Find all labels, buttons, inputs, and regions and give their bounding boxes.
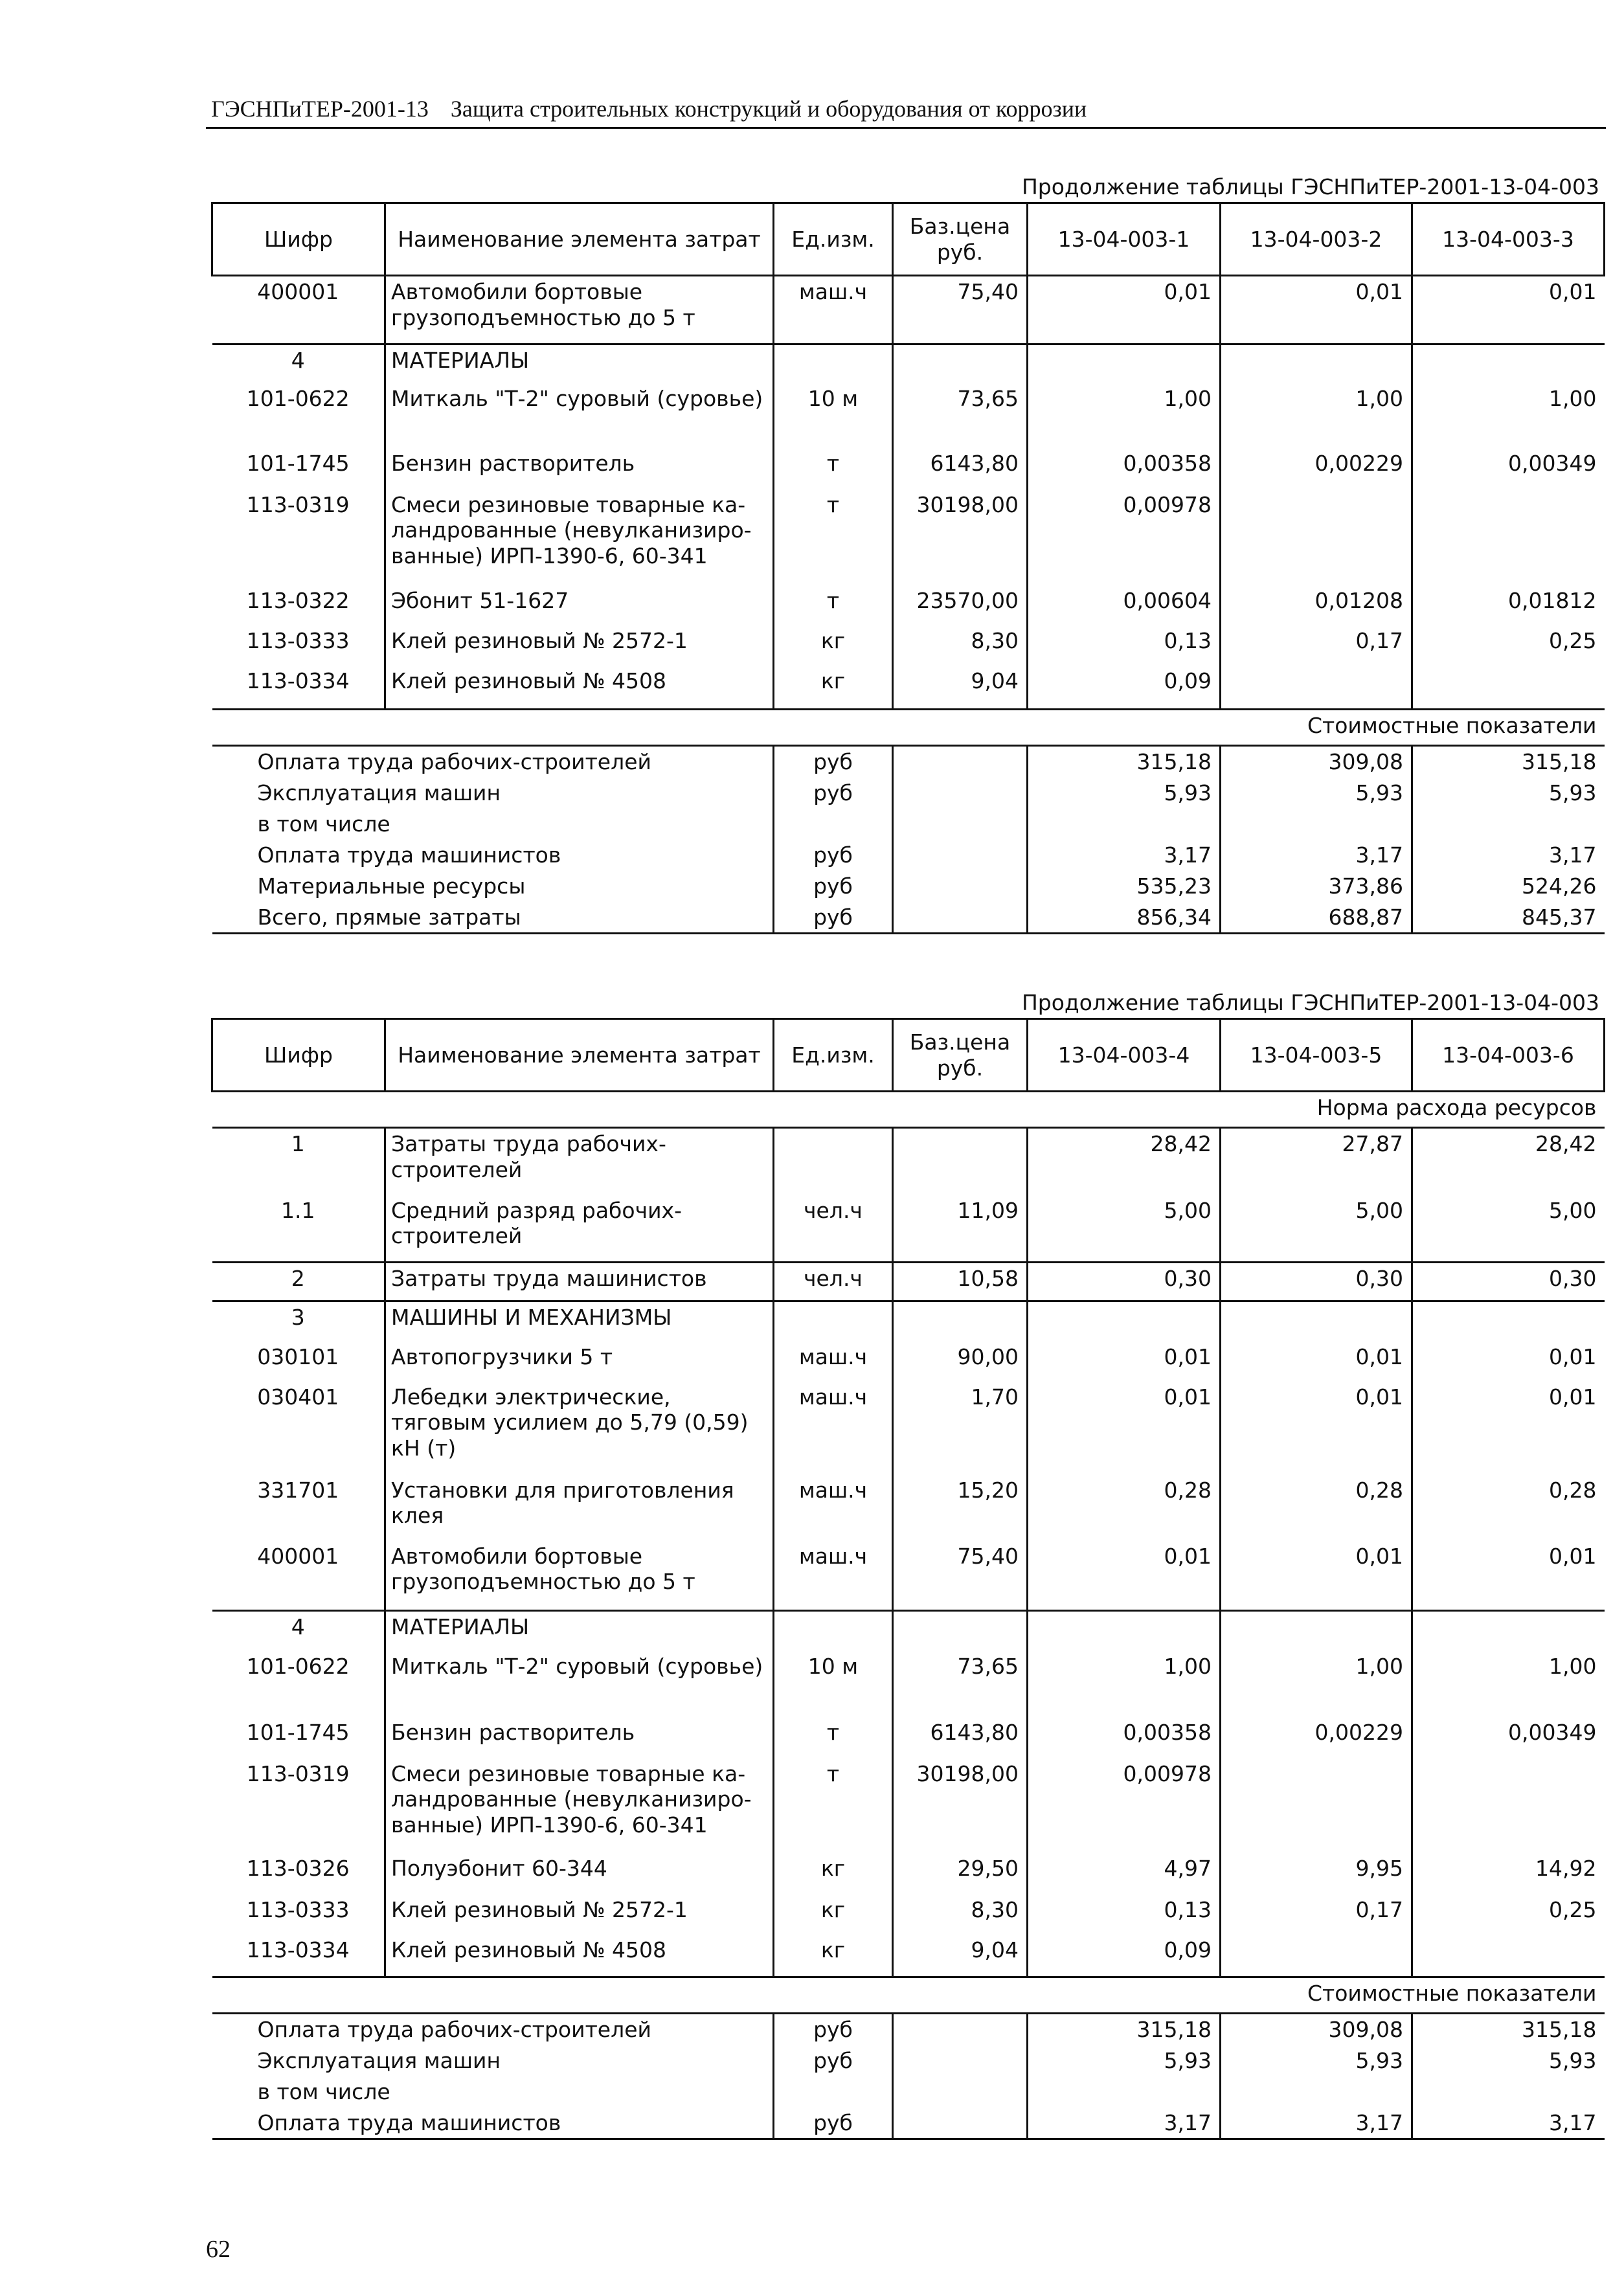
summary-row: Оплата труда машинистов руб 3,17 3,17 3,17 (212, 840, 1605, 871)
col-header-name: Наименование элемента затрат (385, 203, 774, 276)
summary-row: в том числе (212, 809, 1605, 840)
table-row: 2 Затраты труда машинистов чел.ч 10,58 0,30 0,30 0,30 (212, 1263, 1605, 1301)
table-row: 113-0334 Клей резиновый № 4508 кг 9,04 0,09 (212, 666, 1605, 710)
table-row: 4 МАТЕРИАЛЫ (212, 1611, 1605, 1651)
table-row: 400001 Автомобили бортовые грузоподъемностью до 5 т маш.ч 75,40 0,01 0,01 0,01 (212, 1541, 1605, 1611)
summary-row: Материальные ресурсы руб 535,23 373,86 524,26 (212, 871, 1605, 902)
col-header-norm: 13-04-003-5 (1221, 1019, 1412, 1092)
table-row: 113-0326 Полуэбонит 60-344 кг 29,50 4,97 9,95 14,92 (212, 1853, 1605, 1895)
col-header-price: Баз.цена руб. (893, 1019, 1028, 1092)
summary-row: Всего, прямые затраты руб 856,34 688,87 845,37 (212, 902, 1605, 934)
summary-row: в том числе (212, 2076, 1605, 2108)
cost-table-1 (211, 202, 1605, 934)
summary-row: Оплата труда рабочих-строителей руб 315,18 309,08 315,18 (212, 2014, 1605, 2045)
document-title: Защита строительных конструкций и оборудования от коррозии (450, 96, 1087, 122)
table-row: 400001 Автомобили бортовые грузоподъемностью до 5 т маш.ч 75,40 0,01 0,01 0,01 (212, 276, 1605, 344)
section-title: Норма расхода ресурсов (212, 1092, 1605, 1128)
summary-row: Оплата труда машинистов руб 3,17 3,17 3,17 (212, 2108, 1605, 2139)
summary-row: Эксплуатация машин руб 5,93 5,93 5,93 (212, 2045, 1605, 2076)
table-row: 1.1 Средний разряд рабочих-строителей чел.ч 11,09 5,00 5,00 5,00 (212, 1195, 1605, 1263)
section-header-row (212, 1092, 1605, 1128)
table-row: 030401 Лебедки электрические, тяговым усилием до 5,79 (0,59) кН (т) маш.ч 1,70 0,01 0,01 0,01 (212, 1382, 1605, 1475)
col-header-norm: 13-04-003-4 (1028, 1019, 1221, 1092)
table-row: 113-0319 Смеси резиновые товарные ка-ландрованные (невулканизиро-ванные) ИРП-1390-6, 60-341 т 30198,00 0,00978 (212, 1759, 1605, 1853)
summary-row: Эксплуатация машин руб 5,93 5,93 5,93 (212, 778, 1605, 809)
table-row: 101-0622 Миткаль "Т-2" суровый (суровье) 10 м 73,65 1,00 1,00 1,00 (212, 1651, 1605, 1717)
page-header (211, 97, 1603, 120)
col-header-unit: Ед.изм. (774, 203, 893, 276)
table-caption: Продолжение таблицы ГЭСНПиТЕР-2001-13-04-003 (1021, 990, 1599, 1015)
table-row: 113-0333 Клей резиновый № 2572-1 кг 8,30 0,13 0,17 0,25 (212, 625, 1605, 666)
table-caption: Продолжение таблицы ГЭСНПиТЕР-2001-13-04-003 (1021, 174, 1599, 199)
table-row: 3 МАШИНЫ И МЕХАНИЗМЫ (212, 1301, 1605, 1342)
cost-table-2 (211, 1018, 1605, 2140)
table-row: 030101 Автопогрузчики 5 т маш.ч 90,00 0,01 0,01 0,01 (212, 1342, 1605, 1382)
table-row: 113-0333 Клей резиновый № 2572-1 кг 8,30 0,13 0,17 0,25 (212, 1895, 1605, 1935)
section-header-row (212, 1977, 1605, 2014)
summary-row: Оплата труда рабочих-строителей руб 315,18 309,08 315,18 (212, 746, 1605, 778)
col-header-price: Баз.цена руб. (893, 203, 1028, 276)
table-row: 101-1745 Бензин растворитель т 6143,80 0,00358 0,00229 0,00349 (212, 1717, 1605, 1759)
col-header-norm: 13-04-003-6 (1412, 1019, 1605, 1092)
section-title: Стоимостные показатели (212, 710, 1605, 746)
col-header-norm: 13-04-003-1 (1028, 203, 1221, 276)
page-number: 62 (206, 2236, 231, 2263)
table-row: 331701 Установки для приготовления клея маш.ч 15,20 0,28 0,28 0,28 (212, 1475, 1605, 1541)
table-row: 101-0622 Миткаль "Т-2" суровый (суровье) 10 м 73,65 1,00 1,00 1,00 (212, 383, 1605, 448)
section-title: Стоимостные показатели (212, 1977, 1605, 2014)
section-header-row (212, 710, 1605, 746)
col-header-norm: 13-04-003-3 (1412, 203, 1605, 276)
table-row: 113-0319 Смеси резиновые товарные ка-ландрованные (невулканизиро-ванные) ИРП-1390-6, 60-341 т 30198,00 0,00978 (212, 489, 1605, 585)
header-rule (206, 127, 1606, 129)
table-row: 113-0322 Эбонит 51-1627 т 23570,00 0,00604 0,01208 0,01812 (212, 585, 1605, 625)
col-header-name: Наименование элемента затрат (385, 1019, 774, 1092)
col-header-code: Шифр (212, 1019, 385, 1092)
col-header-unit: Ед.изм. (774, 1019, 893, 1092)
table-row: 4 МАТЕРИАЛЫ (212, 344, 1605, 383)
col-header-norm: 13-04-003-2 (1221, 203, 1412, 276)
table-row: 101-1745 Бензин растворитель т 6143,80 0,00358 0,00229 0,00349 (212, 448, 1605, 489)
document-code: ГЭСНПиТЕР-2001-13 (211, 96, 429, 122)
table-row: 113-0334 Клей резиновый № 4508 кг 9,04 0,09 (212, 1935, 1605, 1977)
table-row: 1 Затраты труда рабочих-строителей 28,42 27,87 28,42 (212, 1128, 1605, 1195)
col-header-code: Шифр (212, 203, 385, 276)
